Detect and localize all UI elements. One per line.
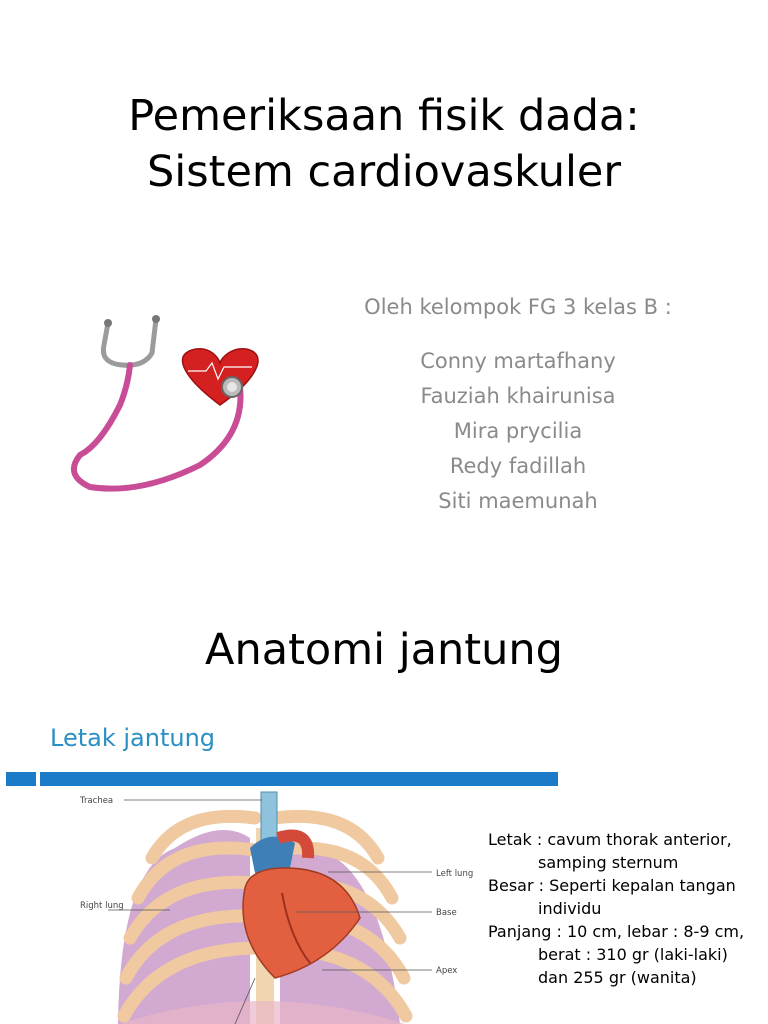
author-name: Fauziah khairunisa [420, 384, 616, 408]
label-left-lung: Left lung [436, 869, 474, 879]
slide3-heading: Letak jantung [50, 724, 216, 752]
stethoscope-heart-image [60, 305, 270, 500]
label-base: Base [436, 908, 457, 918]
label-right-lung: Right lung [80, 901, 124, 911]
author-name: Siti maemunah [438, 489, 598, 513]
author-name: Redy fadillah [449, 454, 587, 478]
fact-size: Besar : Seperti kepalan tangan individu [488, 876, 736, 918]
title-line-2: Sistem cardiovaskuler [146, 147, 622, 197]
authors-block [318, 292, 718, 519]
label-apex: Apex [436, 966, 458, 976]
accent-bar-small [6, 772, 36, 786]
heart-anatomy-diagram [60, 788, 480, 1024]
author-name: Mira prycilia [453, 419, 583, 443]
slide1-title [0, 88, 768, 200]
author-name: Conny martafhany [420, 349, 616, 373]
title-line-1: Pemeriksaan fisik dada: [128, 91, 640, 141]
fact-dimensions: Panjang : 10 cm, lebar : 8-9 cm, berat : 310 gr (laki-laki) dan 255 gr (wanita) [488, 922, 745, 987]
heart-facts-list [488, 828, 763, 989]
label-trachea: Trachea [80, 796, 114, 806]
authors-intro: Oleh kelompok FG 3 kelas B : [364, 295, 672, 319]
slide2-title: Anatomi jantung [205, 625, 563, 675]
fact-location: Letak : cavum thorak anterior, samping sternum [488, 830, 732, 872]
accent-bar [40, 772, 558, 786]
